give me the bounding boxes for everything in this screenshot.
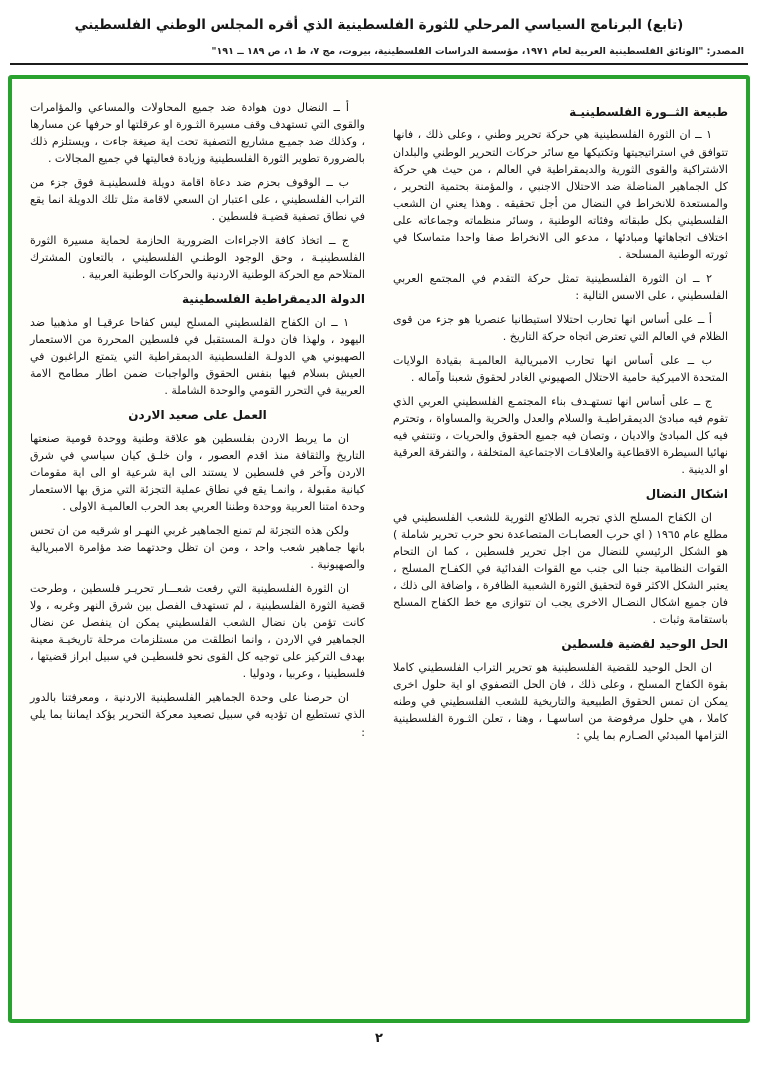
paragraph: ٢ ــ ان الثورة الفلسطينية تمثل حركة التقدم في المجتمع العربي الفلسطيني ، على الاسس التالية : bbox=[393, 271, 728, 302]
paragraph: ان الكفاح المسلح الذي تجربه الطلائع الثورية للشعب الفلسطيني في مطلع عام ١٩٦٥ ( اي حرب العصابـات المتصاعدة نحو حرب تحرير شاملة ) هو الشكل الرئيسي للنضال من اجل تحرير فلسطين ، كما ان التحام القوات النظامية جنبا الى جنب مع القوات الفدائية في الكفـاح المسلح ، يعتبر الشكل الاكثر قوة لتحقيق الثورة الشعبية الظافرة ، واضافة الى ذلك ، فان جميع اشكال النضـال الاخرى يجب ان تتوازى مع خط الكفاح المسلح باستقامة وثبات . bbox=[393, 510, 728, 627]
document-title: (تابع) البرنامج السياسي المرحلي للثورة الفلسطينية الذي أقره المجلس الوطني الفلسطيني bbox=[74, 17, 684, 33]
section-heading: العمل على صعيد الاردن bbox=[128, 408, 267, 423]
paragraph: ان الثورة الفلسطينية التي رفعت شعـــار تحريـر فلسطين ، وطرحت قضية الثورة الفلسطينية ، لم تستهدف الفصل بين شرق النهر وغربه ، ولا كانت تؤمن بان نضال الشعب الفلسطيني يمكن ان ينفصل عن نضال الجماهير في الاردن ، وانما انطلقت من مستلزمات مرحلة تاريخيـة معينة بهدف التركيز على توجيه كل القوى نحو فلسطيـن في سبيل ابراز قضيتها ، فلسطينيا ، وعربيا ، ودوليا . bbox=[30, 582, 365, 681]
paragraph: ان ما يربط الاردن بفلسطين هو علاقة وطنية ووحدة قومية صنعتها التاريخ والثقافة منذ اقدم العصور ، وان خلـق كيان سياسي في شرق الاردن وآخر في فلسطين لا يستند الى اية شرعية او الى اية مقومات كيانية مقبولة ، وانمـا يقع في نطاق عملية التجزئة التي مزق بها الاستعمار وحدة امتنا العربية ووحدة وطننا العربي بعد الحرب العالميـة الاولى . bbox=[30, 431, 365, 513]
content-frame bbox=[8, 75, 750, 1023]
paragraph: ج ــ على أساس انها تستهـدف بناء المجتمـع الفلسطيني العربي الذي تقوم فيه مبادئ الديمقراطيـة والسلام والعدل والحرية والمساواة ، وتحترم فيه كل المبادئ والاديان ، وتصان فيه جميع الحقوق والحريات ، وتنتفي فيه نهائيا السيطرة الاقطاعية والعلاقـات الاجتماعية المتخلفة ، والتفرقة العرقية او الدينية . bbox=[393, 395, 728, 477]
paragraph: ب ــ الوقوف بحزم ضد دعاة اقامة دويلة فلسطينيـة فوق جزء من التراب الفلسطيني ، على اعتبار ان السعي لاقامة مثل تلك الدويلة انما يقع في نطاق تصفية قضيـة فلسطين . bbox=[30, 176, 365, 224]
section-heading: اشكال النضال bbox=[645, 487, 728, 502]
paragraph: ج ــ اتخاذ كافة الاجراءات الضرورية الحازمة لحماية مسيرة الثورة الفلسطينيـة ، وحق الوجود الوطنـي الفلسطيني ، بالتعاون المشترك المتلاحم مع الحركة الوطنية الاردنية والحركات الوطنية العربية . bbox=[30, 234, 365, 282]
source-line: المصدر: "الوثائق الفلسطينية العربية لعام ١٩٧١، مؤسسة الدراسات الفلسطينية، بيروت، مج ٧، ط ١، ص ١٨٩ ــ ١٩١" bbox=[211, 45, 744, 57]
paragraph: أ ــ على أساس انها تحارب احتلالا استيطانيا عنصريا هو جزء من قوى الظلام في العالم التي تعترض اتجاه حركة التاريخ . bbox=[393, 312, 728, 343]
paragraph: ١ ــ ان الكفاح الفلسطيني المسلح ليس كفاحا عرقيـا او مذهبيا ضد اليهود ، ولهذا فان دولـة المستقبل في فلسطين المحررة من الاستعمار الصهيوني هي الدولـة الفلسطينية الديمقراطية التي يتمتع الراغبون في العيش بسلام فيها بنفس الحقوق والواجبات ضمن اطار مطامح الامة العربية في التحرر القومي والوحدة الشاملة . bbox=[30, 315, 365, 398]
paragraph: ان حرصنا على وحدة الجماهير الفلسطينية الاردنية ، ومعرفتنا بالدور الذي تستطيع ان تؤديه في سبيل تصعيد معركة التحرير يؤكد ايماننا بما يلي : bbox=[30, 691, 365, 739]
header-divider bbox=[10, 63, 748, 65]
page-header bbox=[8, 10, 750, 57]
paragraph: ١ ــ ان الثورة الفلسطينية هي حركة تحرير وطني ، وعلى ذلك ، فانها تتوافق في استراتيجيتها وتكتيكها مع سائر حركات التحرير الوطني والبلدان الاشتراكية والقوى الثورية والديمقراطية في العالم ، من حيث هي حركة كل الجماهير المناضلة ضد الاحتلال الاجنبي ، والمؤمنة بحتمية التحرير ، والمستعدة للانخراط في النضال من أجل تحقيقه . وهذا يعني ان الشعب الفلسطيني بكل طبقاته وفئاته الوطنية ، وسائر منظماته وجماعاته على اختلاف اتجاهاتها ومبادئها ، مدعو الى الانخراط صفا واحدا متماسكا في ثورته الوطنية المسلحة . bbox=[393, 128, 728, 261]
paragraph: ولكن هذه التجزئة لم تمنع الجماهير غربي النهـر او شرقيه من ان تحس بانها جماهير شعب واحد ، ومن ان تظل وحدتهما ضد مؤامرة الامبريالية والصهيونية . bbox=[30, 524, 365, 572]
section-heading: الدولة الديمقراطية الفلسطينية bbox=[182, 292, 365, 307]
column-left bbox=[30, 99, 365, 1003]
paragraph: ان الحل الوحيد للقضية الفلسطينية هو تحرير التراب الفلسطيني كاملا بقوة الكفاح المسلح ، وعلى ذلك ، فان الحل التصفوي او اية حلول اخرى يمكن ان تمس الحقوق الطبيعية والتاريخية للشعب الفلسطيني في وطنه كاملا ، هي حلول مرفوضة من اساسهـا ، وهنا ، تعلن الثـورة الفلسطينية التزامها المبدئي الصـارم بما يلي : bbox=[393, 660, 728, 743]
column-right bbox=[393, 99, 728, 1003]
paragraph: ب ــ على أساس انها تحارب الامبريالية العالميـة بقيادة الولايات المتحدة الاميركية حامية الاحتلال الصهيوني الغادر لحقوق شعبنا وآماله . bbox=[393, 354, 728, 385]
section-heading: الحل الوحيد لقضية فلسطين bbox=[561, 637, 728, 652]
section-heading: طبيعة الثــورة الفلسطينيـة bbox=[569, 104, 728, 119]
paragraph: أ ــ النضال دون هوادة ضد جميع المحاولات والمساعي والمؤامرات والقوى التي تستهدف وقف مسيرة الثـورة او عرقلتها او حرفها عن مسارها ، وكذلك ضد جميـع مشاريع التصفية تحت اية صيغة جاءت ، ويستلزم ذلك بالضرورة تطوير الثورة الفلسطينية وزيادة فعاليتها في جميع المجالات . bbox=[30, 100, 365, 166]
two-column-text bbox=[30, 99, 728, 1003]
page-number: ٢ bbox=[375, 1030, 383, 1046]
